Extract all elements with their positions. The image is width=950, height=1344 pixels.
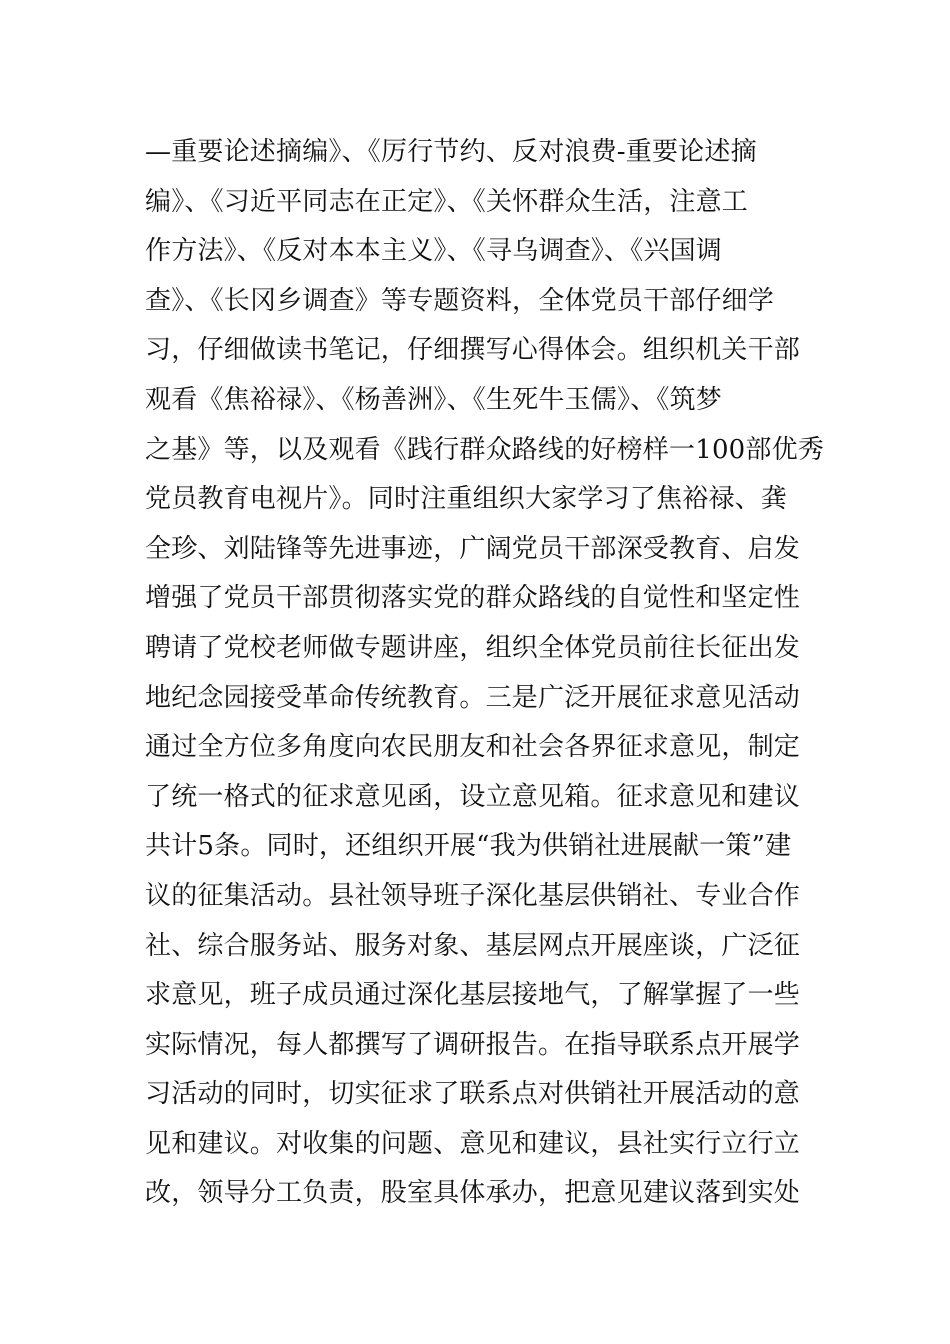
text-line: 之基》等，以及观看《践行群众路线的好榜样一100部优秀	[145, 434, 825, 465]
text-line: 共计5条。同时，还组织开展“我为供销社进展献一策”建	[145, 831, 792, 862]
text-line: 观看《焦裕禄》、《杨善洲》、《生死牛玉儒》、《筑梦	[145, 384, 723, 415]
text-line: 习，仔细做读书笔记，仔细撰写心得体会。组织机关干部	[145, 335, 801, 366]
text-line: 改，领导分工负责，股室具体承办，把意见建议落到实处	[145, 1178, 801, 1209]
text-line: 实际情况，每人都撰写了调研报告。在指导联系点开展学	[145, 1029, 801, 1060]
text-line: 社、综合服务站、服务对象、基层网点开展座谈，广泛征	[145, 930, 801, 961]
text-line: 查》、《长冈乡调查》等专题资料，全体党员干部仔细学	[145, 285, 775, 316]
text-line: 地纪念园接受革命传统教育。三是广泛开展征求意见活动	[145, 682, 801, 713]
body-text	[145, 128, 825, 1219]
text-line: 聘请了党校老师做专题讲座，组织全体党员前往长征出发	[145, 632, 801, 663]
text-line: 党员教育电视片》。同时注重组织大家学习了焦裕禄、龚	[145, 484, 788, 515]
text-line: 全珍、刘陆锋等先进事迹，广阔党员干部深受教育、启发	[145, 533, 801, 564]
text-line: 通过全方位多角度向农民朋友和社会各界征求意见，制定	[145, 732, 801, 763]
text-line: 习活动的同时，切实征求了联系点对供销社开展活动的意	[145, 1079, 801, 1110]
text-line: 了统一格式的征求意见函，设立意见箱。征求意见和建议	[145, 781, 801, 812]
text-line: —重要论述摘编》、《厉行节约、反对浪费-重要论述摘	[145, 137, 757, 167]
text-line: 见和建议。对收集的问题、意见和建议，县社实行立行立	[145, 1128, 801, 1159]
text-line: 增强了党员干部贯彻落实党的群众路线的自觉性和坚定性	[145, 583, 801, 614]
text-line: 议的征集活动。县社领导班子深化基层供销社、专业合作	[145, 880, 801, 911]
text-line: 编》、《习近平同志在正定》、《关怀群众生活，注意工	[145, 186, 749, 217]
text-line: 作方法》、《反对本本主义》、《寻乌调查》、《兴国调	[145, 236, 723, 267]
text-line: 求意见，班子成员通过深化基层接地气，了解掌握了一些	[145, 980, 801, 1011]
